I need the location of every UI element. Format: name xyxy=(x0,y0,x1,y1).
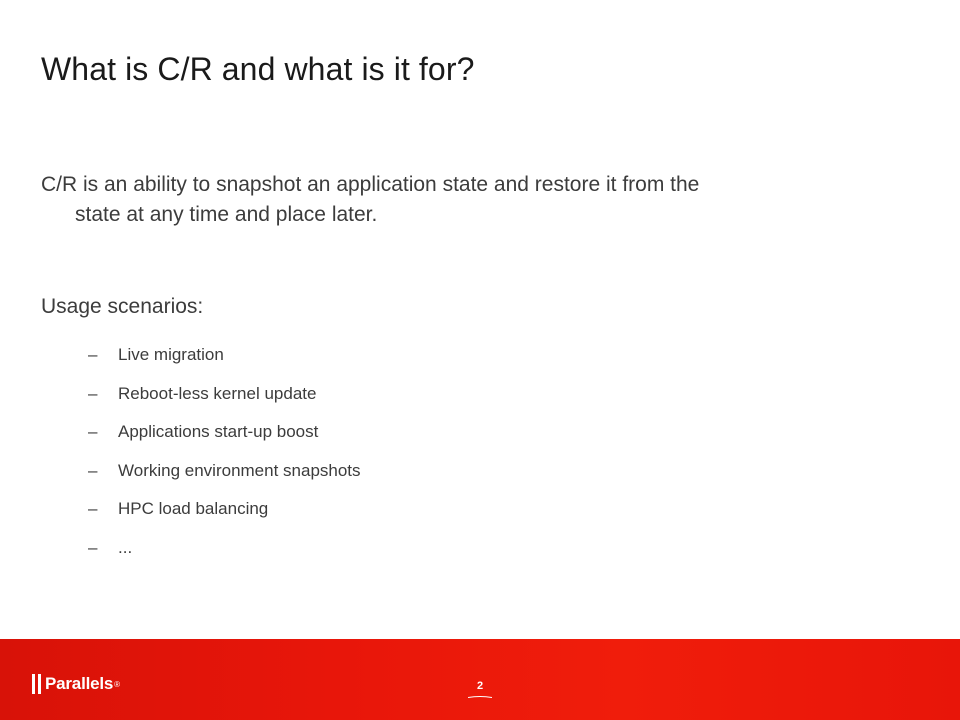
usage-heading: Usage scenarios: xyxy=(41,295,204,318)
list-item xyxy=(88,382,361,421)
scenario-label: Reboot-less kernel update xyxy=(118,383,317,403)
list-item xyxy=(88,459,361,498)
slide-title: What is C/R and what is it for? xyxy=(41,51,475,87)
dash-bullet: – xyxy=(88,345,98,364)
scenario-label: Live migration xyxy=(118,345,224,364)
scenario-list xyxy=(88,343,361,575)
dash-bullet: – xyxy=(88,499,98,519)
page-number-underline xyxy=(468,696,492,698)
dash-bullet: – xyxy=(88,422,98,442)
parallels-logo xyxy=(32,673,120,695)
dash-bullet: – xyxy=(88,537,98,557)
scenario-label: ... xyxy=(118,537,133,557)
parallels-bars-icon xyxy=(32,674,41,694)
logo-text: Parallels xyxy=(45,674,114,693)
scenario-label: HPC load balancing xyxy=(118,499,269,519)
intro-line-1: C/R is an ability to snapshot an application state and restore it from the xyxy=(41,173,700,196)
page-number: 2 xyxy=(476,680,484,692)
dash-bullet: – xyxy=(88,383,98,403)
logo-trademark: ® xyxy=(114,679,121,689)
intro-line-2: state at any time and place later. xyxy=(75,203,378,226)
list-item xyxy=(88,497,361,536)
list-item xyxy=(88,343,361,382)
dash-bullet: – xyxy=(88,460,98,480)
list-item xyxy=(88,536,361,575)
scenario-label: Applications start-up boost xyxy=(118,422,319,442)
intro-paragraph xyxy=(41,170,901,230)
scenario-label: Working environment snapshots xyxy=(118,460,361,480)
list-item xyxy=(88,420,361,459)
